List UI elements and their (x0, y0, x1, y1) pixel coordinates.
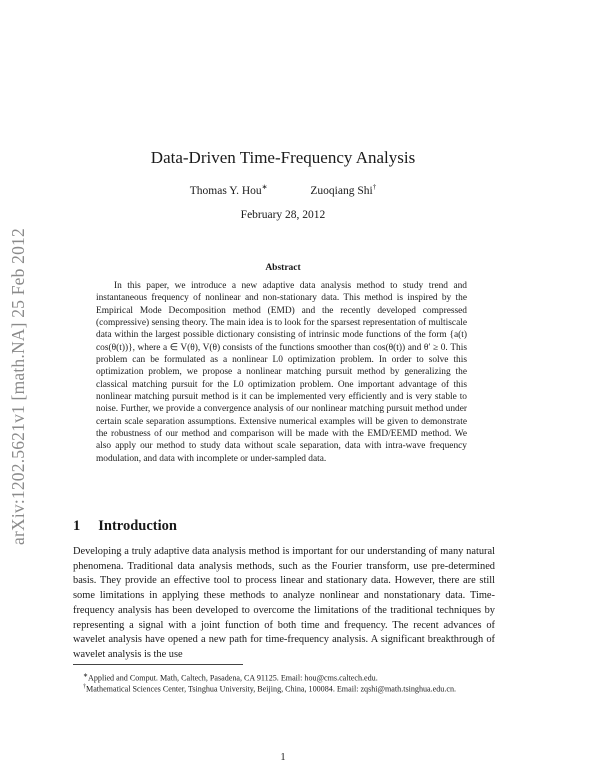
footnote-2-text: Mathematical Sciences Center, Tsinghua University, Beijing, China, 100084. Email: zqshi@math.tsinghua.edu.cn. (86, 684, 457, 694)
author-1-name: Thomas Y. Hou (189, 184, 262, 197)
abstract-heading: Abstract (265, 263, 301, 273)
footnote-2-mark: † (83, 684, 86, 690)
footnote-1-text: Applied and Comput. Math, Caltech, Pasadena, CA 91125. Email: hou@cms.caltech.edu. (88, 673, 378, 683)
section-title: Introduction (98, 518, 177, 534)
author-2 (310, 183, 376, 197)
arxiv-identifier: arXiv:1202.5621v1 [math.NA] 25 Feb 2012 (8, 228, 28, 545)
author-2-name: Zuoqiang Shi (310, 184, 373, 197)
footnote-rule (73, 664, 243, 665)
abstract-text: In this paper, we introduce a new adaptive data analysis method to study trend and instantaneous frequency of nonlinear and non-stationary data. This method is inspired by the Empirical Mode Decomposition method (EMD) and the recently developed compressed (compressive) sensing theory. The main idea is to look for the sparsest representation of multiscale data within the largest possible dictionary consisting of intrinsic mode functions of the form {a(t) cos(θ(t))}, where a ∈ V(θ), V(θ) consists of the functions smoother than cos(θ(t)) and θ′ ≥ 0. This problem can be formulated as a nonlinear L0 optimization problem. In order to solve this optimization problem, we propose a nonlinear matching pursuit method by generalizing the classical matching pursuit for the L0 optimization problem. One important advantage of this nonlinear matching pursuit method is it can be implemented very efficiently and is very stable to noise. Further, we provide a convergence analysis of our nonlinear matching pursuit method under certain scale separation assumptions. Extensive numerical examples will be given to demonstrate the robustness of our method and comparison will be made with the EMD/EEMD method. We also apply our method to study data without scale separation, data with intra-wave frequency modulation, and data with incomplete or under-sampled data. (96, 281, 467, 464)
paper-date: February 28, 2012 (240, 209, 326, 221)
author-2-mark: † (372, 183, 377, 191)
author-1-mark: ∗ (261, 183, 268, 191)
footnote-2 (73, 682, 495, 695)
section-heading (73, 518, 177, 535)
section-number: 1 (73, 518, 81, 534)
author-1 (190, 183, 268, 197)
introduction-paragraph: Developing a truly adaptive data analysis method is important for our understanding of many natural phenomena. Traditional data analysis methods, such as the Fourier transform, use pre-determined basis. They provide an effective tool to process linear and stationary data. However, there are still some limitations in applying these methods to analyze nonlinear and nonstationary data. Time-frequency analysis has been developed to overcome the limitations of the traditional techniques by representing a signal with a joint function of both time and frequency. The recent advances of wavelet analysis have opened a new path for time-frequency analysis. A significant breakthrough of wavelet analysis is the use (73, 546, 495, 660)
author-list (0, 183, 566, 197)
paper-title: Data-Driven Time-Frequency Analysis (150, 148, 416, 167)
page-number: 1 (280, 752, 286, 763)
footnote-1-mark: ∗ (83, 673, 89, 679)
